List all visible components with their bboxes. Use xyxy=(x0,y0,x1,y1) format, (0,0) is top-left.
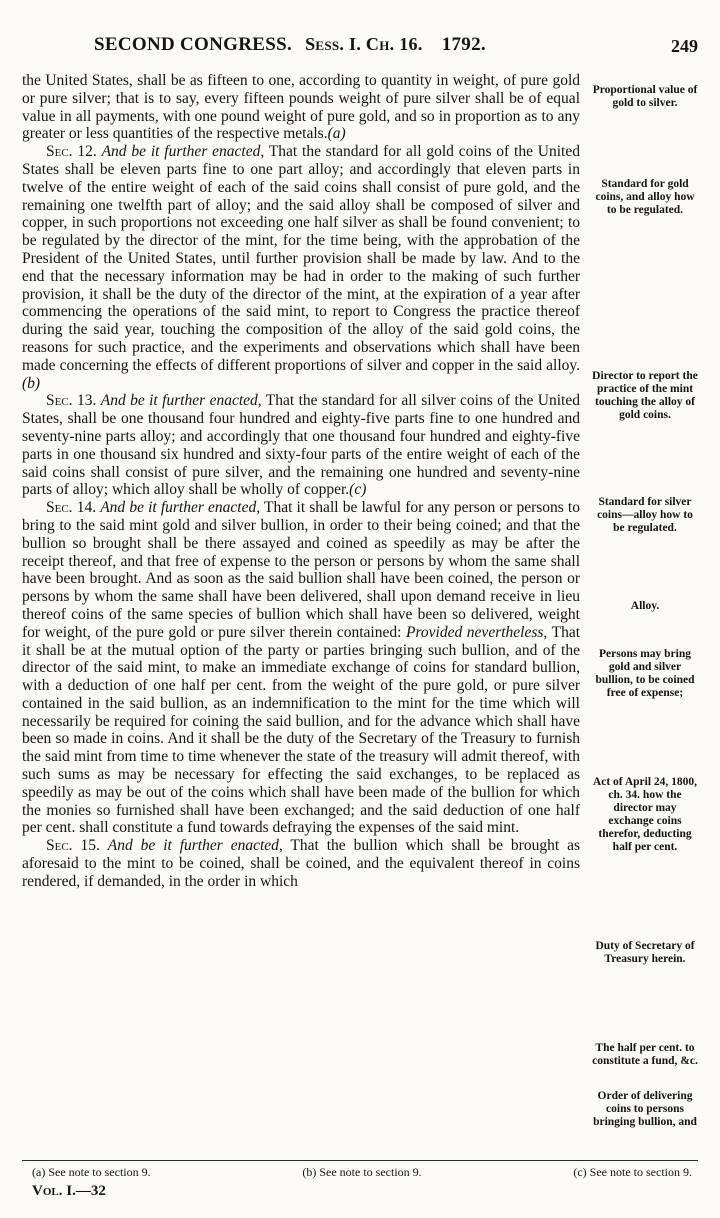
margin-note: Alloy. xyxy=(630,600,660,612)
paragraph-text: That the standard for all silver coins of the United States, shall be one thousand four hundred and eighty-five parts fine to one hundred and seventy-nine parts alloy; and accordingly that one thousand four hundred and eighty-five parts in one thousand six hundred and sixty-four parts of the entire weight of each of the said coins shall consist of pure silver, and the remaining one hundred and seventy-nine parts of alloy; which alloy shall be wholly of copper. xyxy=(22,392,580,499)
enacting-clause: And be it further enacted, xyxy=(107,837,283,855)
margin-note: Proportional value of gold to silver. xyxy=(592,84,698,109)
header-congress: SECOND CONGRESS. xyxy=(94,34,293,55)
section-number: Sec. 12. xyxy=(46,143,97,161)
header-year: 1792. xyxy=(441,34,486,55)
enacting-clause: And be it further enacted, xyxy=(101,143,265,161)
footnote-c: (c) See note to section 9. xyxy=(573,1165,692,1179)
running-header xyxy=(22,34,698,62)
header-session: Sess. I. Ch. 16. xyxy=(305,34,423,54)
note-ref-c: (c) xyxy=(349,481,367,499)
enacting-clause: And be it further enacted, xyxy=(100,392,262,410)
margin-note: Standard for gold coins, and alloy how to be regulated. xyxy=(595,178,695,216)
margin-note: Director to report the practice of the mint touching the alloy of gold coins. xyxy=(592,370,698,421)
margin-note: Order of delivering coins to persons bringing bullion, and xyxy=(593,1090,697,1128)
footnote-divider xyxy=(22,1160,698,1161)
paragraph-text: That the standard for all gold coins of the United States shall be eleven parts fine to one part alloy; and accordingly that eleven parts in twelve of the entire weight of each of the said coins shall consist of pure gold, and the remaining one twelfth part of alloy; and the said alloy shall be composed of silver and copper, in such proportions not exceeding one half silver as shall be found convenient; to be regulated by the director of the mint, for the time being, with the approbation of the President of the United States, until further provision shall be made by law. And to the end that the necessary information may be had in order to the making of such further provision, it shall be the duty of the director of the mint, at the expiration of a year after commencing the operations of the said mint, to report to Congress the practice thereof during the said year, touching the composition of the alloy of the said gold coins, the reasons for such practice, and the experiments and observations which shall have been made concerning the effects of different proportions of silver and copper in the said alloy. xyxy=(22,143,580,374)
paragraph-sec-15 xyxy=(22,837,580,890)
paragraph-text-continued: That it shall be at the mutual option of the party or parties bringing such bullion, and of the director of the said mint, to make an immediate exchange of coins for standard bullion, with a deduction of one half per cent. from the weight of the pure gold, or pure silver contained in the said bullion, as an indemnification to the mint for the time which will necessarily be required for coining the said bullion, and for the advance which shall have been so made in coins. And it shall be the duty of the Secretary of the Treasury to furnish the said mint from time to time whenever the state of the treasury will admit thereof, with such sums as may be necessary for effecting the said exchanges, to be replaced as speedily as may be out of the coins which shall have been made of the bullion for which the monies so furnished shall have been exchanged; and the said deduction of one half per cent. shall constitute a fund towards defraying the expenses of the said mint. xyxy=(22,623,581,837)
footnotes xyxy=(32,1165,692,1180)
statute-body xyxy=(22,72,580,891)
paragraph-sec-13 xyxy=(22,392,580,499)
margin-note: Duty of Secretary of Treasury herein. xyxy=(595,940,695,965)
paragraph-sec-12 xyxy=(22,143,580,392)
header-title-line xyxy=(94,34,486,56)
proviso-clause: Provided nevertheless, xyxy=(405,623,548,641)
margin-note: The half per cent. to constitute a fund, &c. xyxy=(592,1042,698,1067)
footnote-a: (a) See note to section 9. xyxy=(32,1165,151,1179)
paragraph-continuation xyxy=(22,72,580,143)
footnote-b: (b) See note to section 9. xyxy=(302,1165,422,1179)
paragraph-text: the United States, shall be as fifteen to one, according to quantity in weight, of pure gold or pure silver; that is to say, every fifteen pounds weight of pure silver shall be of equal value in all payments, with one pound weight of pure gold, and so in proportion as to any greater or less quantities of the respective metals. xyxy=(22,72,580,143)
paragraph-text: That the bullion which shall be brought as aforesaid to the mint to be coined, shall be coined, and the equivalent thereof in coins rendered, if demanded, in the order in which xyxy=(22,837,580,890)
page-number: 249 xyxy=(671,36,698,56)
section-number: Sec. 14. xyxy=(46,499,97,517)
margin-note: Act of April 24, 1800, ch. 34. how the director may exchange coins therefor, deducting half per cent. xyxy=(592,776,698,853)
section-number: Sec. 15. xyxy=(46,837,100,855)
margin-note: Standard for silver coins—alloy how to be regulated. xyxy=(597,496,693,534)
note-ref-a: (a) xyxy=(327,125,346,143)
volume-signature: Vol. I.—32 xyxy=(32,1183,106,1199)
paragraph-text: That it shall be lawful for any person or persons to bring to the said mint gold and silver bullion, in order to their being coined; and that the bullion so brought shall be there assayed and coined as speedily as may be after the receipt thereof, and that free of expense to the person or persons by whom the same shall have been brought. And as soon as the said bullion shall have been coined, the person or persons by whom the same shall have been delivered, shall upon demand receive in lieu thereof coins of the same species of bullion which shall have been so delivered, weight for weight, of the pure gold or pure silver therein contained: xyxy=(22,499,580,641)
margin-note: Persons may bring gold and silver bullion, to be coined free of expense; xyxy=(595,648,695,699)
paragraph-sec-14 xyxy=(22,499,580,837)
section-number: Sec. 13. xyxy=(46,392,97,410)
note-ref-b: (b) xyxy=(22,374,41,392)
enacting-clause: And be it further enacted, xyxy=(100,499,261,517)
